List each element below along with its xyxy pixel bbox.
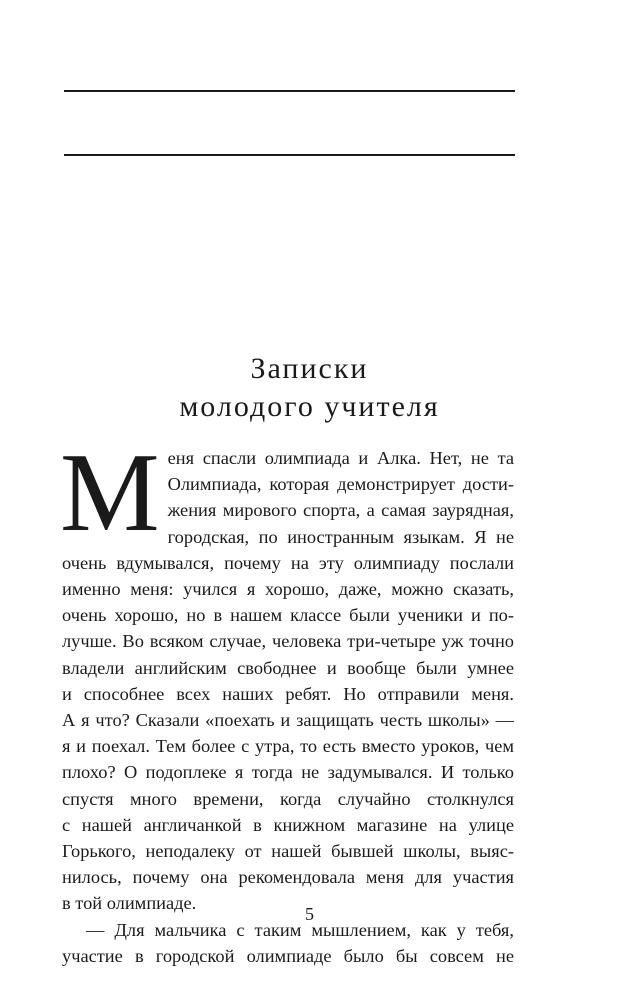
text-line: очень хорошо, но в нашем классе были ученики и по- xyxy=(62,605,514,626)
page-number: 5 xyxy=(305,904,314,924)
text-line: Горького, неподалеку от нашей бывшей школы, выяс- xyxy=(62,841,514,862)
text-line: с нашей англичанкой в книжном магазине на улице xyxy=(62,814,514,835)
text-line: именно меня: учился я хорошо, даже, можно сказать, xyxy=(62,579,514,600)
bottom-rule xyxy=(64,154,515,156)
text-line: жения мирового спорта, а самая заурядная, xyxy=(167,500,514,521)
text-line: нилось, почему она рекомендовала меня для участия xyxy=(62,867,514,888)
text-line: А я что? Сказали «поехать и защищать честь школы» — xyxy=(62,710,514,731)
text-line: городская, по иностранным языкам. Я не xyxy=(167,526,514,547)
chapter-title-line1: Записки xyxy=(250,352,369,385)
top-rule xyxy=(64,90,515,92)
text-line: — Для мальчика с таким мышлением, как у тебя, xyxy=(86,919,514,940)
text-line: плохо? О подоплеке я тогда не задумывался. И только xyxy=(62,762,514,783)
text-line: Олимпиада, которая демонстрирует дости- xyxy=(167,474,514,495)
text-line: спустя много времени, когда случайно столкнулся xyxy=(62,788,514,809)
text-line: я и поехал. Тем более с утра, то есть вместо уроков, чем xyxy=(62,736,514,757)
chapter-title-line2: молодого учителя xyxy=(179,390,440,423)
text-line: владели английским свободнее и вообще были умнее xyxy=(62,657,514,678)
text-line: и способнее всех наших ребят. Но отправили меня. xyxy=(62,683,514,704)
chapter-body xyxy=(60,431,514,969)
drop-cap: М xyxy=(60,431,160,555)
text-line: в той олимпиаде. xyxy=(62,893,197,914)
text-line: очень вдумывался, почему на эту олимпиаду послали xyxy=(62,552,514,573)
text-line: участие в городской олимпиаде было бы совсем не xyxy=(62,945,514,966)
text-line: еня спасли олимпиада и Алка. Нет, не та xyxy=(167,448,514,468)
text-line: лучше. Во всяком случае, человека три-четыре уж точно xyxy=(62,631,514,652)
